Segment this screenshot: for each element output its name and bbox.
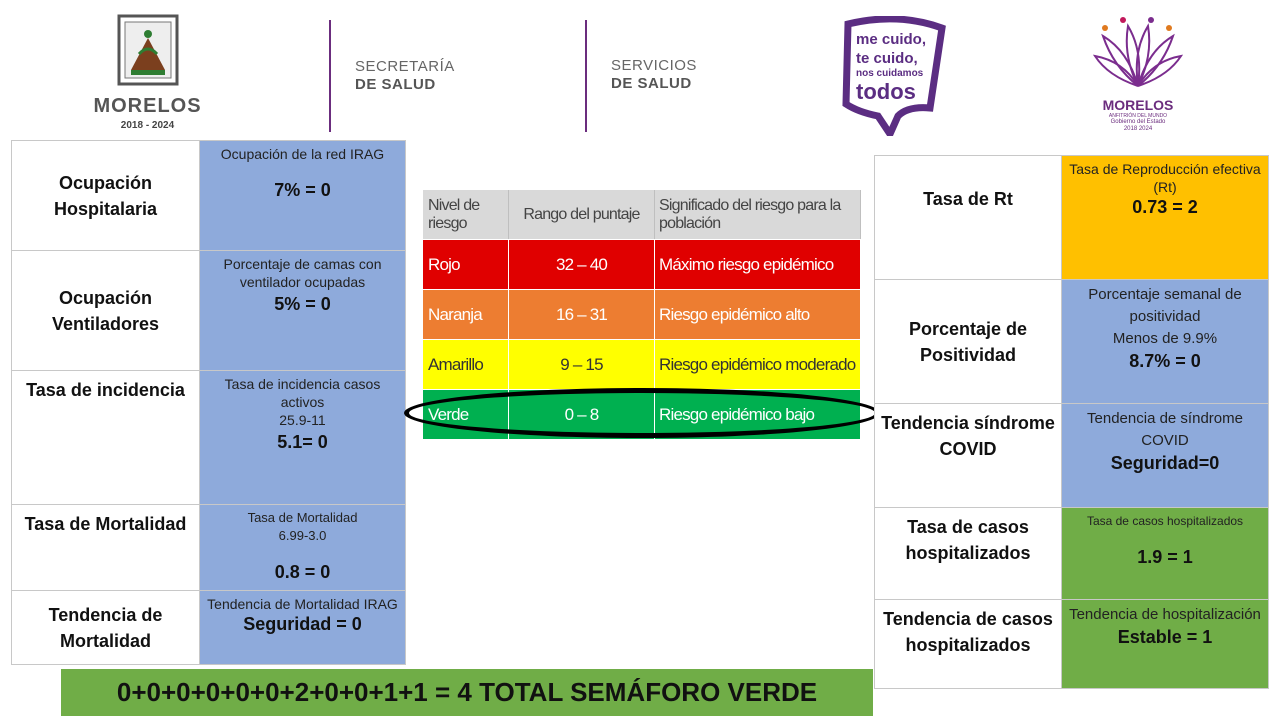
indicator-score: Seguridad = 0 [243, 614, 362, 634]
risk-level: Verde [423, 390, 509, 439]
risk-range: 0 – 8 [509, 390, 655, 439]
me-cuido-logo [838, 16, 948, 136]
indicator-value-cell [199, 250, 406, 371]
header-range: Rango del puntaje [509, 190, 655, 239]
indicator-description: Tasa de Mortalidad [247, 510, 358, 525]
indicator-label: Tasa de Mortalidad [11, 504, 200, 591]
mecuido-line3: nos cuidamos [856, 68, 924, 79]
right-logo-subtitle: ANFITRIÓN DEL MUNDO [1108, 113, 1168, 119]
indicator-score: 0.8 = 0 [274, 562, 331, 582]
risk-level: Rojo [423, 240, 509, 289]
indicator-label: Tendencia de Mortalidad [11, 590, 200, 665]
secretaria-line1: SECRETARÍA [355, 58, 455, 75]
risk-meaning: Riesgo epidémico bajo [655, 390, 861, 439]
indicator-value-cell [1061, 403, 1269, 508]
indicator-score: 1.9 = 1 [1137, 547, 1193, 567]
indicator-value-cell [1061, 155, 1269, 280]
indicator-label: Tendencia síndrome COVID [874, 403, 1062, 508]
indicator-description: Tendencia de síndrome COVID [1087, 410, 1243, 449]
indicator-description: Tasa de incidencia casos activos [224, 376, 381, 410]
indicator-value-cell [199, 504, 406, 591]
indicator-value-cell [199, 140, 406, 251]
indicator-description: Tendencia de hospitalización [1069, 606, 1261, 623]
risk-row-orange [423, 290, 861, 340]
morelos-coat-of-arms-icon [117, 14, 179, 86]
indicator-description: Porcentaje de camas con ventilador ocupadas [223, 256, 382, 290]
header-divider [329, 20, 331, 132]
indicator-description: Porcentaje semanal de positividad [1088, 286, 1242, 325]
servicios-line1: SERVICIOS [611, 57, 697, 74]
indicator-value-cell [1061, 279, 1269, 404]
indicator-description: Tendencia de Mortalidad IRAG [207, 596, 398, 612]
morelos-anfitrion-logo [1088, 16, 1188, 138]
secretaria-line2: DE SALUD [355, 76, 436, 93]
indicator-value-cell [199, 590, 406, 665]
highlight-ellipse [404, 388, 880, 438]
indicator-score: 7% = 0 [274, 180, 331, 200]
indicator-value-cell [1061, 599, 1269, 689]
risk-range: 9 – 15 [509, 340, 655, 389]
mecuido-line4: todos [856, 79, 916, 104]
indicator-range: 25.9-11 [279, 412, 326, 428]
indicator-range: 6.99-3.0 [278, 528, 327, 543]
indicator-value-cell [199, 370, 406, 505]
header-level: Nivel de riesgo [423, 190, 509, 239]
indicator-description: Tasa de casos hospitalizados [1086, 514, 1244, 528]
indicator-range: Menos de 9.9% [1112, 330, 1218, 347]
risk-range: 32 – 40 [509, 240, 655, 289]
risk-row-red [423, 240, 861, 290]
indicator-score: 0.73 = 2 [1132, 197, 1198, 217]
risk-meaning: Riesgo epidémico moderado [655, 340, 861, 389]
indicator-score: 5% = 0 [274, 294, 331, 314]
risk-level: Naranja [423, 290, 509, 339]
risk-range: 16 – 31 [509, 290, 655, 339]
indicator-description: Ocupación de la red IRAG [220, 146, 385, 162]
indicator-score: 5.1= 0 [277, 432, 328, 452]
right-logo-government: Gobierno del Estado [1110, 119, 1166, 125]
indicator-label: Tasa de Rt [874, 155, 1062, 280]
indicator-score: 8.7% = 0 [1129, 351, 1201, 371]
indicator-description: Tasa de Reproducción efectiva (Rt) [1069, 161, 1261, 195]
indicator-value-cell [1061, 507, 1269, 600]
morelos-logo [90, 14, 205, 136]
lotus-flower-icon [1093, 16, 1183, 90]
risk-meaning: Máximo riesgo epidémico [655, 240, 861, 289]
header-meaning: Significado del riesgo para la población [655, 190, 861, 239]
morelos-logo-title: MORELOS [93, 95, 202, 117]
risk-row-yellow [423, 340, 861, 390]
total-score-banner: 0+0+0+0+0+0+2+0+0+1+1 = 4 TOTAL SEMÁFORO VERDE [61, 669, 873, 716]
risk-meaning: Riesgo epidémico alto [655, 290, 861, 339]
header-divider [585, 20, 587, 132]
indicator-label: Tendencia de casos hospitalizados [874, 599, 1062, 689]
morelos-logo-years: 2018 - 2024 [120, 120, 175, 131]
indicator-label: Tasa de casos hospitalizados [874, 507, 1062, 600]
mecuido-line2: te cuido, [856, 50, 918, 67]
risk-level: Amarillo [423, 340, 509, 389]
indicator-label: Ocupación Hospitalaria [11, 140, 200, 251]
indicator-score: Estable = 1 [1117, 627, 1213, 647]
right-logo-years: 2018 2024 [1123, 126, 1153, 132]
servicios-line2: DE SALUD [611, 75, 692, 92]
indicator-label: Porcentaje de Positividad [874, 279, 1062, 404]
indicator-label: Tasa de incidencia [11, 370, 200, 505]
right-logo-title: MORELOS [1102, 97, 1174, 113]
indicator-score: Seguridad=0 [1110, 453, 1220, 473]
risk-table-header [423, 190, 861, 240]
indicator-label: Ocupación Ventiladores [11, 250, 200, 371]
secretaria-salud-logo [355, 58, 455, 94]
mecuido-line1: me cuido, [856, 31, 927, 48]
servicios-salud-logo [611, 57, 697, 93]
